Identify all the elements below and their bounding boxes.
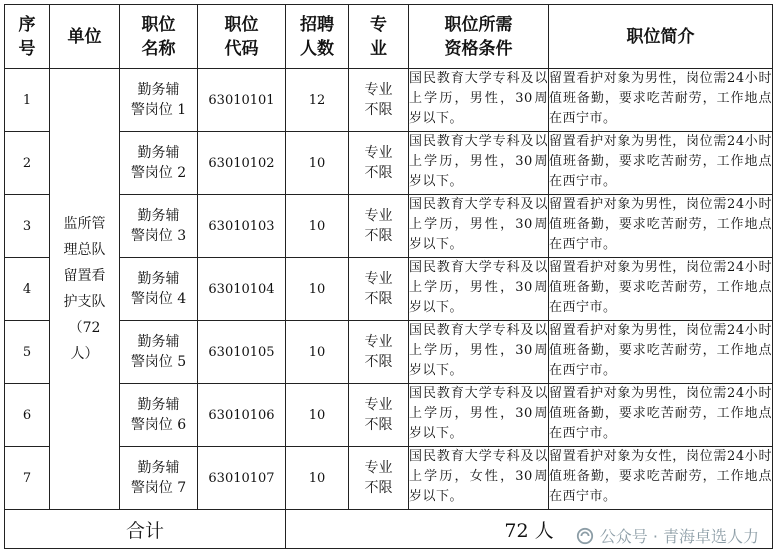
description-cell: 留置看护对象为男性，岗位需24小时值班备勤，要求吃苦耐劳，工作地点在西宁市。 [549, 321, 773, 384]
position-name-cell: 勤务辅 警岗位 1 [120, 69, 198, 132]
description-cell: 留置看护对象为男性，岗位需24小时值班备勤，要求吃苦耐劳，工作地点在西宁市。 [549, 258, 773, 321]
seq-cell: 2 [5, 132, 50, 195]
header-unit: 单位 [50, 5, 120, 69]
position-code-cell: 63010105 [198, 321, 286, 384]
table-row [5, 132, 773, 195]
wechat-public-account-icon [576, 527, 594, 545]
major-cell: 专业 不限 [349, 258, 409, 321]
seq-cell: 6 [5, 384, 50, 447]
position-name-cell: 勤务辅 警岗位 3 [120, 195, 198, 258]
seq-cell: 5 [5, 321, 50, 384]
table-row [5, 258, 773, 321]
qualification-cell: 国民教育大学专科及以上学历，男性，30周岁以下。 [409, 321, 549, 384]
hire-count-cell: 10 [286, 195, 349, 258]
job-table [4, 4, 773, 549]
table-row [5, 384, 773, 447]
qualification-cell: 国民教育大学专科及以上学历，男性，30周岁以下。 [409, 69, 549, 132]
hire-count-cell: 10 [286, 132, 349, 195]
position-name-cell: 勤务辅 警岗位 6 [120, 384, 198, 447]
hire-count-cell: 12 [286, 69, 349, 132]
watermark [576, 524, 759, 547]
description-cell: 留置看护对象为男性，岗位需24小时值班备勤，要求吃苦耐劳，工作地点在西宁市。 [549, 69, 773, 132]
seq-cell: 7 [5, 447, 50, 510]
position-name-cell: 勤务辅 警岗位 4 [120, 258, 198, 321]
hire-count-cell: 10 [286, 321, 349, 384]
major-cell: 专业 不限 [349, 132, 409, 195]
major-cell: 专业 不限 [349, 195, 409, 258]
description-cell: 留置看护对象为男性，岗位需24小时值班备勤，要求吃苦耐劳，工作地点在西宁市。 [549, 195, 773, 258]
qualification-cell: 国民教育大学专科及以上学历，男性，30周岁以下。 [409, 195, 549, 258]
position-code-cell: 63010103 [198, 195, 286, 258]
qualification-cell: 国民教育大学专科及以上学历，男性，30周岁以下。 [409, 132, 549, 195]
position-name-cell: 勤务辅 警岗位 7 [120, 447, 198, 510]
hire-count-cell: 10 [286, 384, 349, 447]
position-code-cell: 63010101 [198, 69, 286, 132]
header-seq: 序 号 [5, 5, 50, 69]
header-row [5, 5, 773, 69]
major-cell: 专业 不限 [349, 69, 409, 132]
total-label: 合计 [5, 510, 286, 549]
unit-cell: 监所管 理总队 留置看 护支队 （72 人） [50, 69, 120, 510]
major-cell: 专业 不限 [349, 321, 409, 384]
table-row [5, 69, 773, 132]
watermark-text: 公众号 · 青海卓选人力 [599, 527, 759, 546]
hire-count-cell: 10 [286, 447, 349, 510]
position-code-cell: 63010107 [198, 447, 286, 510]
seq-cell: 3 [5, 195, 50, 258]
header-description: 职位简介 [549, 5, 773, 69]
qualification-cell: 国民教育大学专科及以上学历，男性，30周岁以下。 [409, 384, 549, 447]
description-cell: 留置看护对象为女性，岗位需24小时值班备勤，要求吃苦耐劳，工作地点在西宁市。 [549, 447, 773, 510]
total-value: 72 人 [286, 510, 773, 549]
table-row [5, 195, 773, 258]
position-code-cell: 63010104 [198, 258, 286, 321]
seq-cell: 1 [5, 69, 50, 132]
major-cell: 专业 不限 [349, 447, 409, 510]
position-name-cell: 勤务辅 警岗位 2 [120, 132, 198, 195]
position-code-cell: 63010106 [198, 384, 286, 447]
header-position-code: 职位 代码 [198, 5, 286, 69]
hire-count-cell: 10 [286, 258, 349, 321]
position-code-cell: 63010102 [198, 132, 286, 195]
description-cell: 留置看护对象为男性，岗位需24小时值班备勤，要求吃苦耐劳，工作地点在西宁市。 [549, 132, 773, 195]
major-cell: 专业 不限 [349, 384, 409, 447]
table-row [5, 447, 773, 510]
qualification-cell: 国民教育大学专科及以上学历，男性，30周岁以下。 [409, 258, 549, 321]
qualification-cell: 国民教育大学专科及以上学历，女性，30周岁以下。 [409, 447, 549, 510]
seq-cell: 4 [5, 258, 50, 321]
table-row [5, 321, 773, 384]
header-hire-count: 招聘 人数 [286, 5, 349, 69]
description-cell: 留置看护对象为男性，岗位需24小时值班备勤，要求吃苦耐劳，工作地点在西宁市。 [549, 384, 773, 447]
position-name-cell: 勤务辅 警岗位 5 [120, 321, 198, 384]
header-position-name: 职位 名称 [120, 5, 198, 69]
header-major: 专 业 [349, 5, 409, 69]
header-qualification: 职位所需 资格条件 [409, 5, 549, 69]
